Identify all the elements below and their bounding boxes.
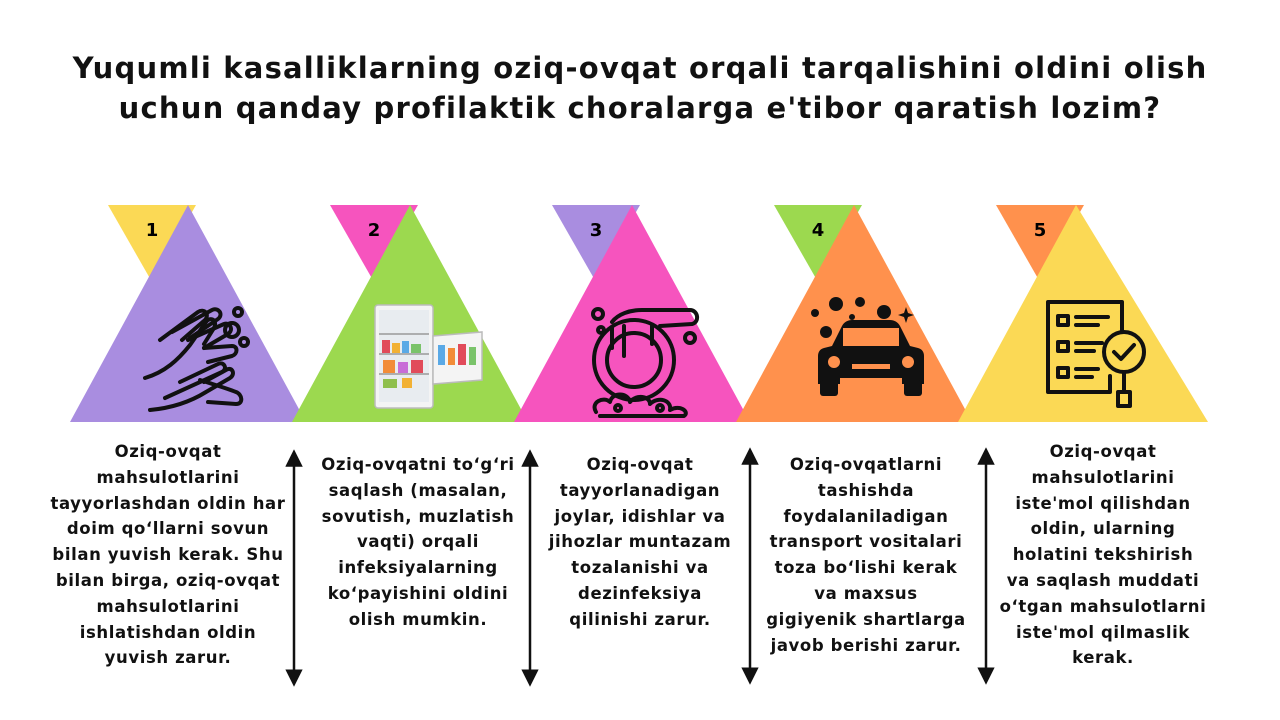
step-5-large-triangle (958, 205, 1208, 422)
step-1-number: 1 (145, 220, 159, 241)
step-2-number: 2 (367, 220, 381, 241)
step-1-card (70, 205, 306, 422)
step-4-card (736, 205, 972, 422)
step-3-number: 3 (589, 220, 603, 241)
step-2-description: Oziq-ovqatni to‘g‘ri saqlash (masalan, sovutish, muzlatish vaqti) orqali infeksiyalarning ko‘payishini oldini olish mumkin. (321, 455, 515, 629)
step-1-description: Oziq-ovqat mahsulotlarini tayyorlashdan oldin har doim qo‘llarni sovun bilan yuvish kerak. Shu bilan birga, oziq-ovqat mahsulotlarini ishlatishdan oldin yuvish zarur. (50, 442, 286, 668)
step-5-number: 5 (1033, 220, 1047, 241)
step-3-card (514, 205, 750, 422)
step-2-card (292, 205, 528, 422)
step-4-description: Oziq-ovqatlarni tashishda foydalaniladigan transport vositalari toza bo‘lishi kerak va maxsus gigiyenik shartlarga javob berishi zarur. (766, 455, 966, 655)
step-3-large-triangle (514, 205, 750, 422)
step-5-description: Oziq-ovqat mahsulotlarini iste'mol qilishdan oldin, ularning holatini tekshirish va saqlash muddati o‘tgan mahsulotlarni iste'mol qilmaslik kerak. (999, 442, 1207, 668)
step-5-card (958, 205, 1208, 422)
step-3-description: Oziq-ovqat tayyorlanadigan joylar, idishlar va jihozlar muntazam tozalanishi va dezinfeksiya qilinishi zarur. (548, 455, 732, 629)
page-title-line-1: Yuqumli kasalliklarning oziq-ovqat orqali tarqalishini oldini olish (72, 51, 1208, 85)
step-4-number: 4 (811, 220, 825, 241)
page-title-line-2: uchun qanday profilaktik choralarga e'tibor qaratish lozim? (118, 91, 1162, 125)
step-4-large-triangle (736, 205, 972, 422)
